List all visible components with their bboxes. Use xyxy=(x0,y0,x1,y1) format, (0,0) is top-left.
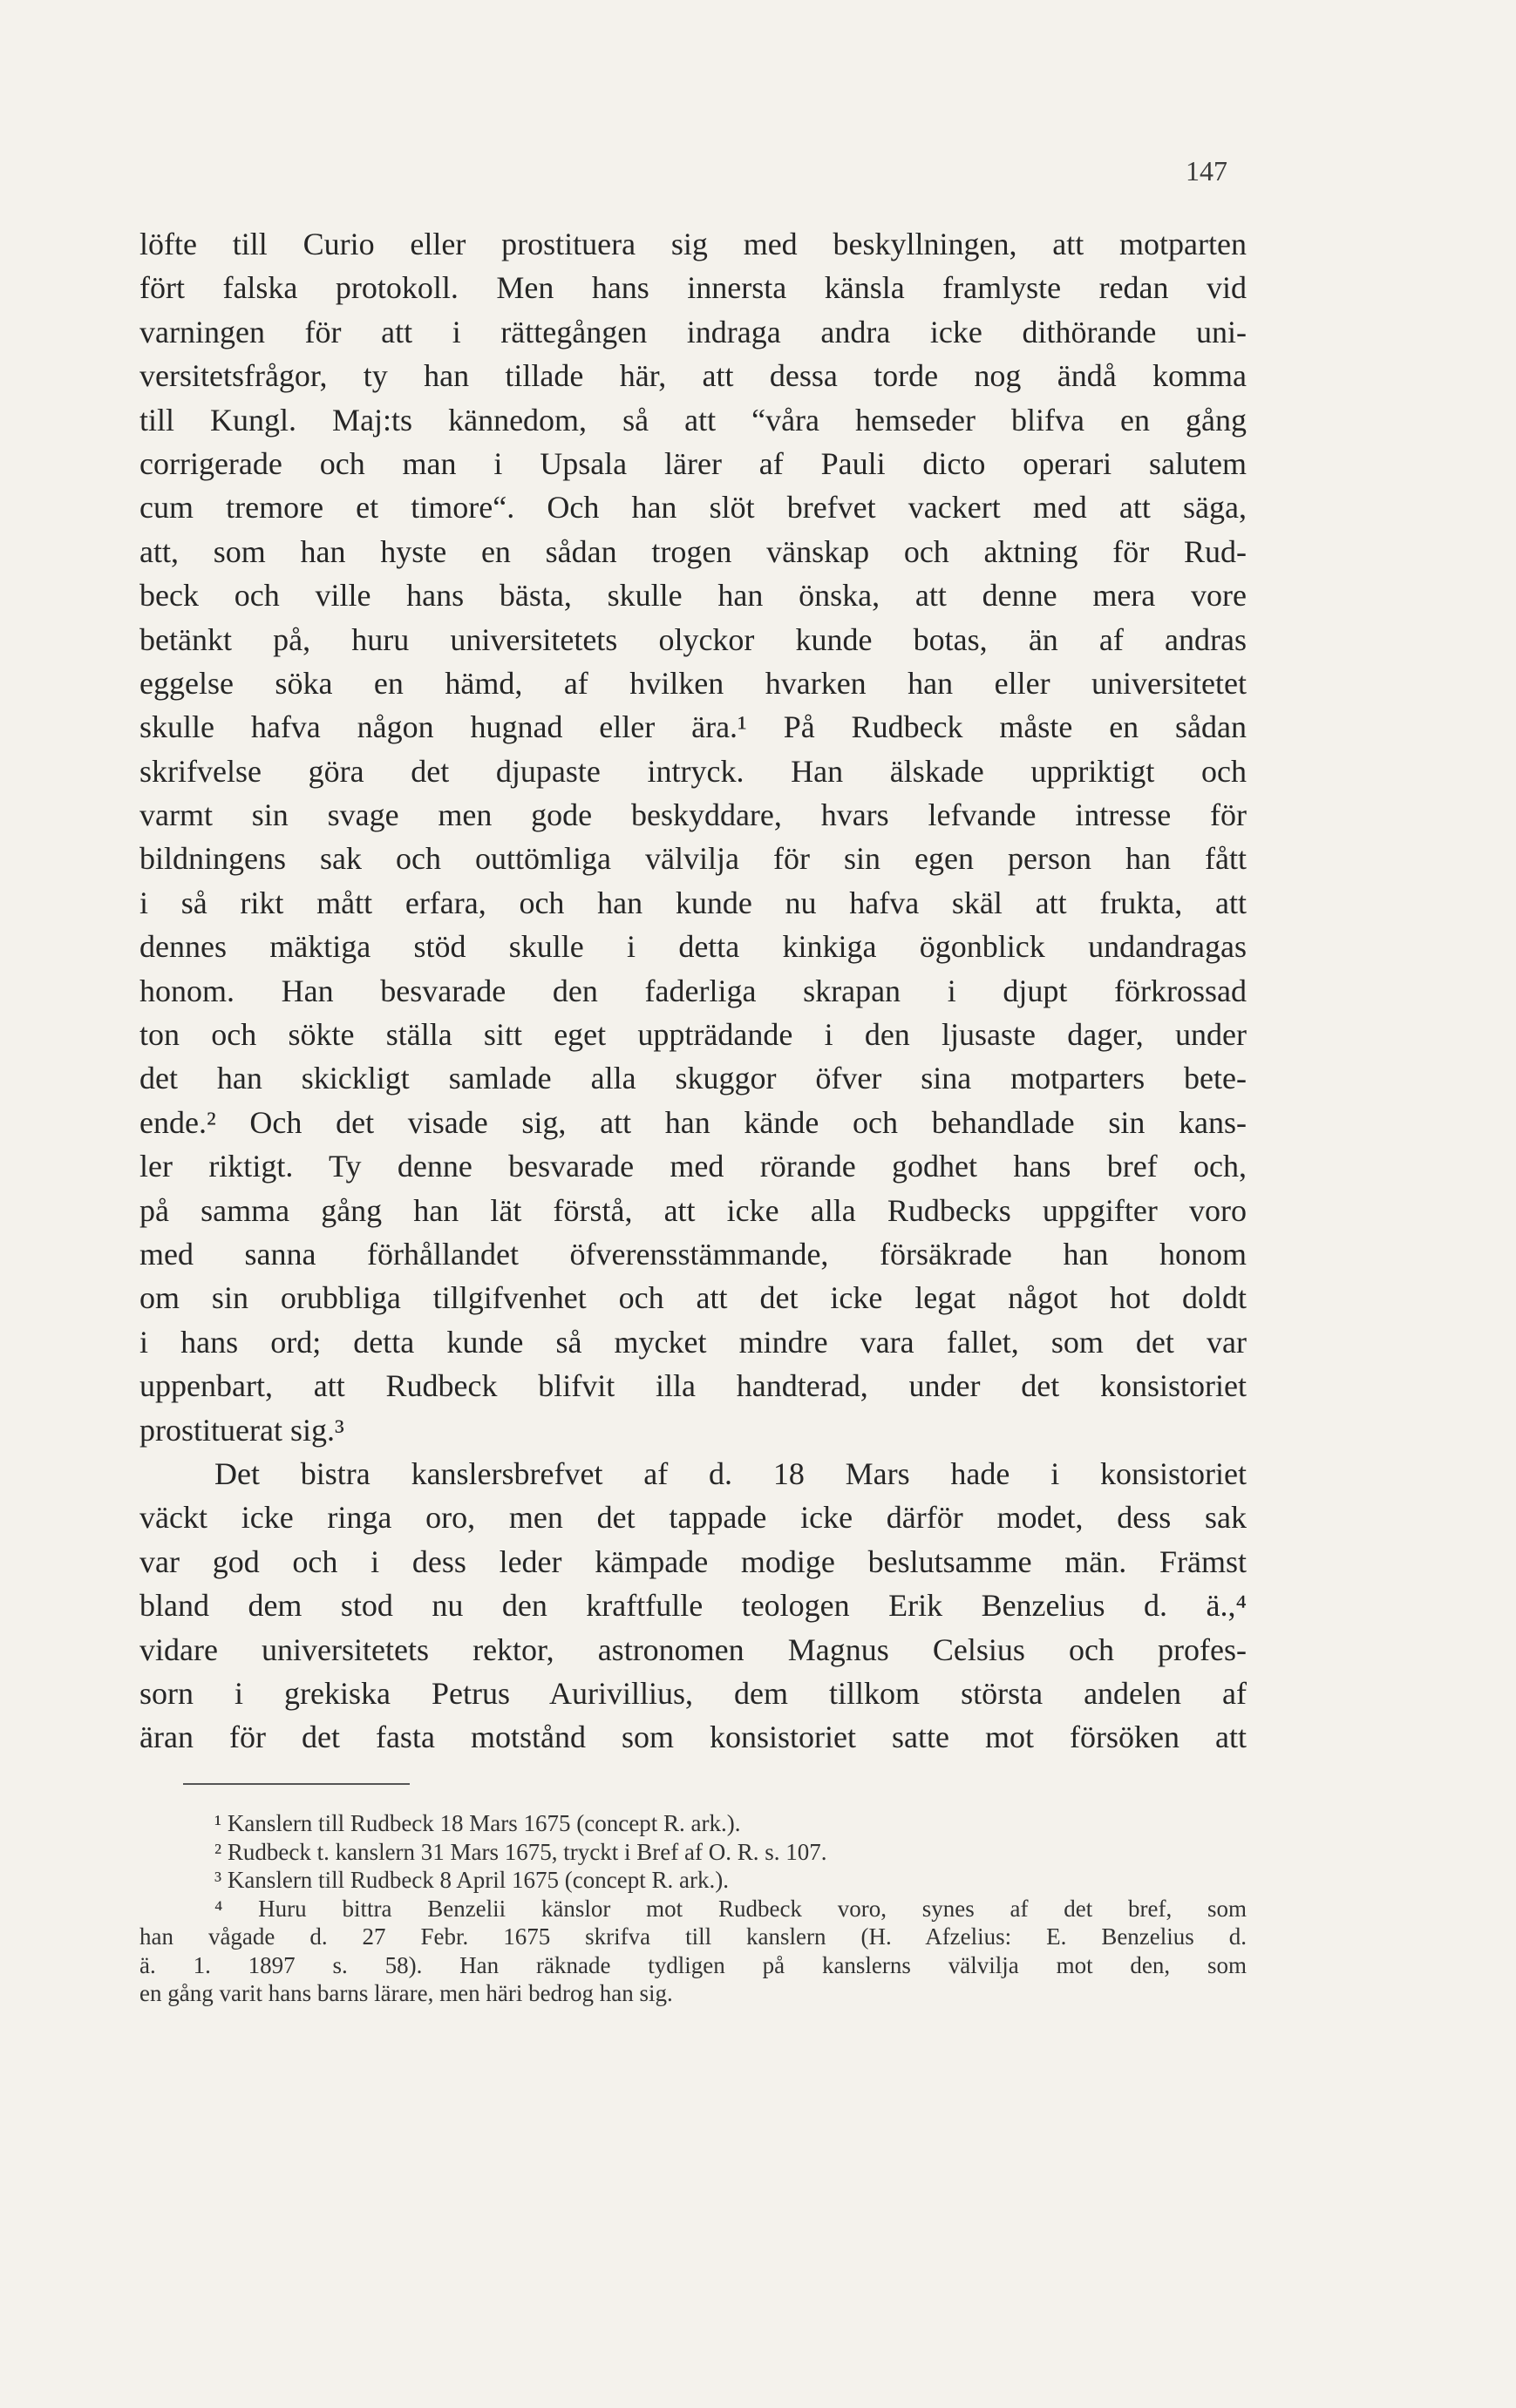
footnote-line: ä. 1. 1897 s. 58). Han räknade tydligen på kanslerns välvilja mot den, som xyxy=(139,1951,1247,1978)
text-line: äran för det fasta motstånd som konsistoriet satte mot försöken att xyxy=(139,1720,1247,1755)
footnote-line: en gång varit hans barns lärare, men häri bedrog han sig. xyxy=(139,1980,673,2006)
text-line: prostituerat sig.³ xyxy=(139,1412,344,1448)
text-line: betänkt på, huru universitetets olyckor kunde botas, än af andras xyxy=(139,621,1247,657)
text-line: ton och sökte ställa sitt eget uppträdande i den ljusaste dager, under xyxy=(139,1017,1247,1053)
text-line: om sin orubbliga tillgifvenhet och att det icke legat något hot doldt xyxy=(139,1280,1247,1316)
footnote-divider xyxy=(183,1783,410,1785)
text-line: skulle hafva någon hugnad eller ära.¹ På Rudbeck måste en sådan xyxy=(139,709,1247,745)
footnote-line: ³ Kanslern till Rudbeck 8 April 1675 (concept R. ark.). xyxy=(214,1867,729,1893)
text-line: att, som han hyste en sådan trogen vänskap och aktning för Rud- xyxy=(139,533,1247,569)
text-line: honom. Han besvarade den faderliga skrapan i djupt förkrossad xyxy=(139,973,1247,1008)
text-line: beck och ville hans bästa, skulle han önska, att denne mera vore xyxy=(139,578,1247,614)
text-line: skrifvelse göra det djupaste intryck. Han älskade uppriktigt och xyxy=(139,753,1247,789)
footnote-line: ⁴ Huru bittra Benzelii känslor mot Rudbeck voro, synes af det bref, som xyxy=(214,1895,1247,1922)
text-line: corrigerade och man i Upsala lärer af Pauli dicto operari salutem xyxy=(139,445,1247,481)
text-line: i hans ord; detta kunde så mycket mindre vara fallet, som det var xyxy=(139,1324,1247,1360)
text-line: varningen för att i rättegången indraga andra icke dithörande uni- xyxy=(139,314,1247,349)
text-line: ler riktigt. Ty denne besvarade med rörande godhet hans bref och, xyxy=(139,1149,1247,1184)
text-line: sorn i grekiska Petrus Aurivillius, dem tillkom största andelen af xyxy=(139,1675,1247,1711)
text-line: det han skickligt samlade alla skuggor öfver sina motparters bete- xyxy=(139,1061,1247,1096)
footnote-line: han vågade d. 27 Febr. 1675 skrifva till kanslern (H. Afzelius: E. Benzelius d. xyxy=(139,1923,1247,1950)
text-line: med sanna förhållandet öfverensstämmande, försäkrade han honom xyxy=(139,1236,1247,1272)
text-line: väckt icke ringa oro, men det tappade icke därför modet, dess sak xyxy=(139,1500,1247,1536)
text-line: ende.² Och det visade sig, att han kände och behandlade sin kans- xyxy=(139,1104,1247,1140)
text-line: till Kungl. Maj:ts kännedom, så att “våra hemseder blifva en gång xyxy=(139,402,1247,438)
text-line: i så rikt mått erfara, och han kunde nu hafva skäl att frukta, att xyxy=(139,885,1247,920)
text-line: cum tremore et timore“. Och han slöt brefvet vackert med att säga, xyxy=(139,490,1247,526)
text-line: var god och i dess leder kämpade modige beslutsamme män. Främst xyxy=(139,1543,1247,1579)
footnote-line: ² Rudbeck t. kanslern 31 Mars 1675, tryckt i Bref af O. R. s. 107. xyxy=(214,1838,827,1865)
text-line: fört falska protokoll. Men hans innersta känsla framlyste redan vid xyxy=(139,270,1247,306)
text-line: löfte till Curio eller prostituera sig med beskyllningen, att motparten xyxy=(139,227,1247,261)
text-line: bildningens sak och outtömliga välvilja för sin egen person han fått xyxy=(139,841,1247,877)
text-line: bland dem stod nu den kraftfulle teologen Erik Benzelius d. ä.,⁴ xyxy=(139,1588,1247,1624)
text-line: eggelse söka en hämd, af hvilken hvarken han eller universitetet xyxy=(139,665,1247,701)
footnotes xyxy=(139,1809,1247,2008)
body-text xyxy=(139,222,1247,1760)
text-line: dennes mäktiga stöd skulle i detta kinkiga ögonblick undandragas xyxy=(139,929,1247,965)
text-line: versitetsfrågor, ty han tillade här, att dessa torde nog ändå komma xyxy=(139,358,1247,394)
text-line: varmt sin svage men gode beskyddare, hvars lefvande intresse för xyxy=(139,797,1247,833)
text-line: vidare universitetets rektor, astronomen Magnus Celsius och profes- xyxy=(139,1631,1247,1667)
text-line: uppenbart, att Rudbeck blifvit illa handterad, under det konsistoriet xyxy=(139,1368,1247,1404)
footnote-line: ¹ Kanslern till Rudbeck 18 Mars 1675 (concept R. ark.). xyxy=(214,1810,741,1836)
text-line: på samma gång han lät förstå, att icke alla Rudbecks uppgifter voro xyxy=(139,1192,1247,1228)
text-line: Det bistra kanslersbrefvet af d. 18 Mars hade i konsistoriet xyxy=(214,1455,1247,1491)
page-number: 147 xyxy=(1186,155,1227,187)
